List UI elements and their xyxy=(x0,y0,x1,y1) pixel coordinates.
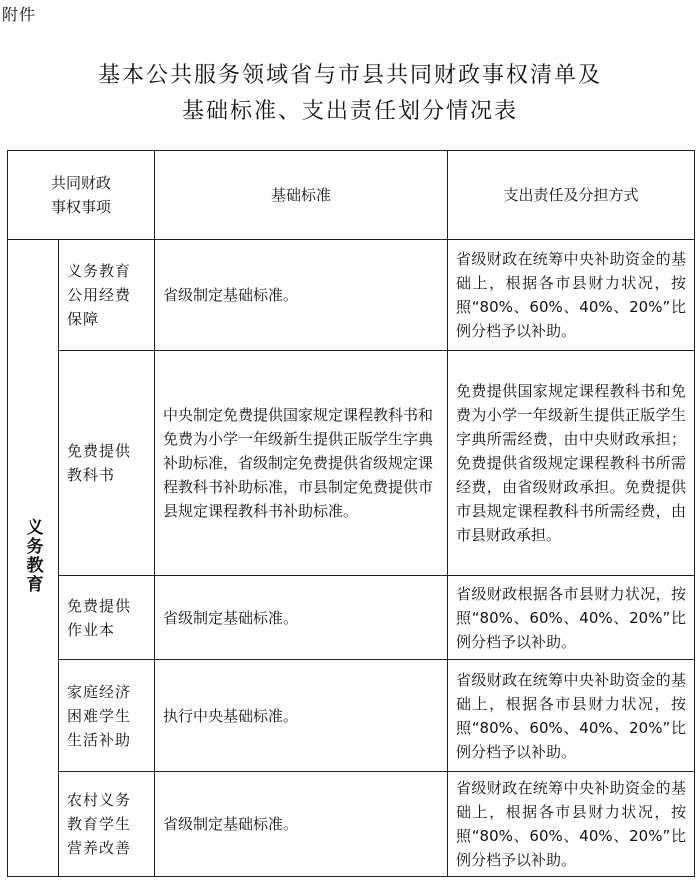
row-item: 免费提供 作业本 xyxy=(59,576,155,660)
table-row xyxy=(8,660,695,772)
row-standard: 省级制定基础标准。 xyxy=(155,576,448,660)
table-row xyxy=(8,576,695,660)
row-responsibility: 省级财政在统筹中央补助资金的基础上，根据各市县财力状况，按照“80%、60%、40%、20%”比例分档予以补助。 xyxy=(448,660,695,772)
document-title-line-1: 基本公共服务领域省与市县共同财政事权清单及 xyxy=(97,63,602,88)
category-cell xyxy=(8,240,59,877)
row-standard: 省级制定基础标准。 xyxy=(155,240,448,351)
row-standard: 执行中央基础标准。 xyxy=(155,660,448,772)
responsibility-table xyxy=(7,150,695,877)
table-header-row xyxy=(8,151,695,240)
table-row xyxy=(8,772,695,877)
row-responsibility: 省级财政根据各市县财力状况，按照“80%、60%、40%、20%”比例分档予以补助。 xyxy=(448,576,695,660)
row-item: 免费提供 教科书 xyxy=(59,351,155,576)
row-responsibility: 省级财政在统筹中央补助资金的基础上，根据各市县财力状况，按照“80%、60%、40%、20%”比例分档予以补助。 xyxy=(448,240,695,351)
row-item: 家庭经济 困难学生 生活补助 xyxy=(59,660,155,772)
document-title-line-2: 基础标准、支出责任划分情况表 xyxy=(181,99,518,124)
row-item: 义务教育 公用经费 保障 xyxy=(59,240,155,351)
row-responsibility: 免费提供国家规定课程教科书和免费为小学一年级新生提供正版学生字典所需经费，由中央财政承担；免费提供省级规定课程教科书所需经费，由省级财政承担。免费提供市县规定课程教科书所需经费，由市县财政承担。 xyxy=(448,351,695,576)
header-responsibility: 支出责任及分担方式 xyxy=(448,151,695,240)
table-row xyxy=(8,240,695,351)
header-item: 共同财政 事权事项 xyxy=(8,151,155,240)
attachment-label: 附件 xyxy=(2,5,37,24)
table-row xyxy=(8,351,695,576)
category-label: 义务教育 xyxy=(22,518,43,594)
row-responsibility: 省级财政在统筹中央补助资金的基础上，根据各市县财力状况，按照“80%、60%、40%、20%”比例分档予以补助。 xyxy=(448,772,695,877)
header-standard: 基础标准 xyxy=(155,151,448,240)
row-standard: 省级制定基础标准。 xyxy=(155,772,448,877)
row-standard: 中央制定免费提供国家规定课程教科书和免费为小学一年级新生提供正版学生字典补助标准，省级制定免费提供省级规定课程教科书补助标准，市县制定免费提供市县规定课程教科书补助标准。 xyxy=(155,351,448,576)
row-item: 农村义务 教育学生 营养改善 xyxy=(59,772,155,877)
